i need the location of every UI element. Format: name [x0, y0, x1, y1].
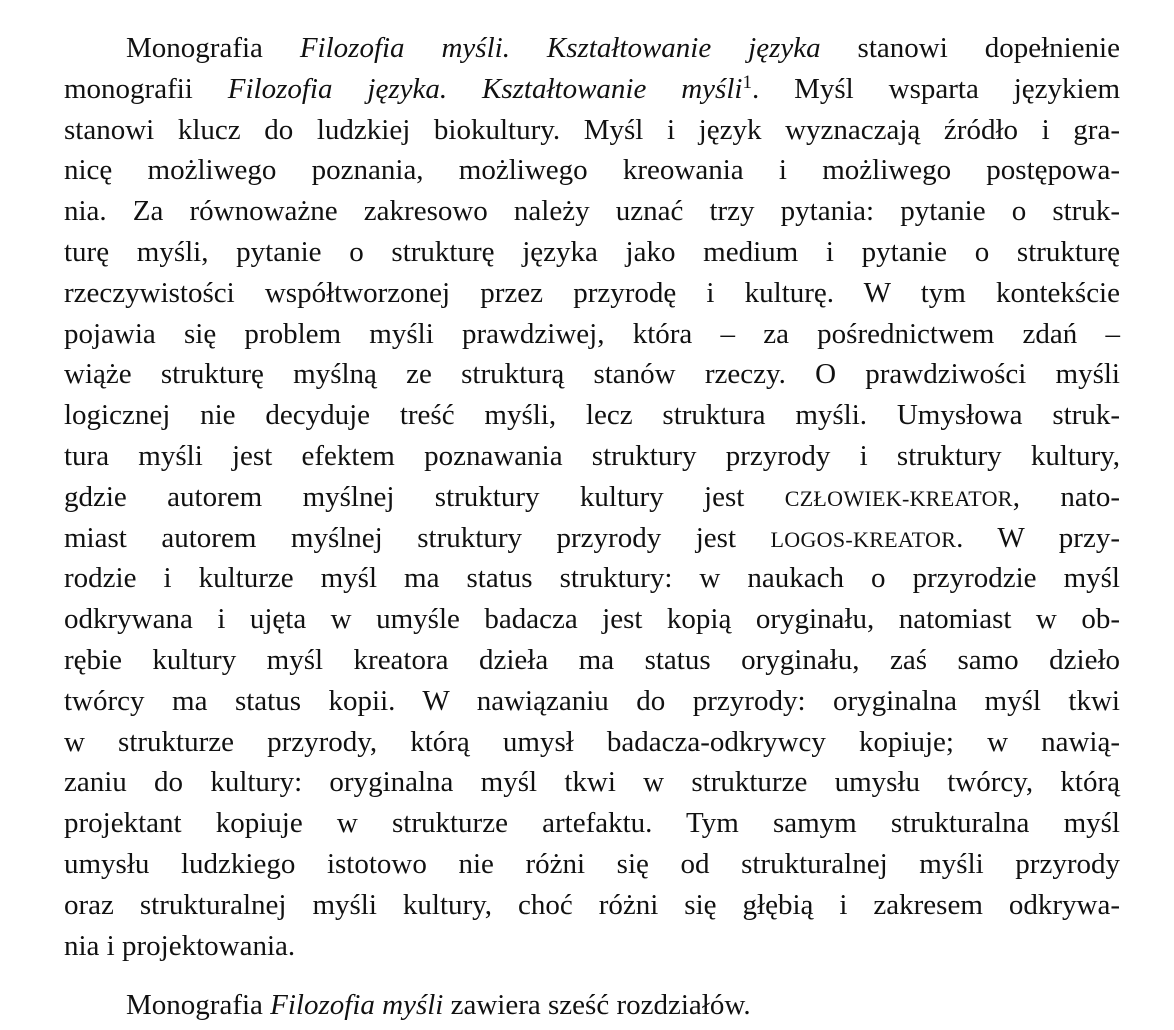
italic-title: Filozofia języka. Kształtowanie myśli: [227, 72, 743, 105]
text-line: [64, 436, 1120, 477]
text-line: [64, 314, 1120, 355]
text-line: [64, 640, 1120, 681]
text-run: tura myśli jest efektem poznawania struktury przyrody i struktury kultury,: [64, 439, 1120, 472]
text-run: monografii: [64, 72, 228, 105]
text-run: rzeczywistości współtworzonej przez przyrodę i kulturę. W tym kontekście: [64, 276, 1120, 309]
text-line: [64, 599, 1120, 640]
text-run: logicznej nie decyduje treść myśli, lecz struktura myśli. Umysłowa struk-: [64, 399, 1120, 432]
text-run: nia. Za równoważne zakresowo należy uznać trzy pytania: pytanie o struk-: [64, 195, 1120, 228]
text-run: Monografia: [126, 32, 300, 64]
text-line: [64, 803, 1120, 844]
small-caps-term: LOGOS-KREATOR: [770, 526, 957, 552]
text-line: [64, 681, 1120, 722]
text-run: zaniu do kultury: oryginalna myśl tkwi w strukturze umysłu twórcy, którą: [64, 766, 1120, 799]
text-run: rębie kultury myśl kreatora dzieła ma status oryginału, zaś samo dzieło: [64, 643, 1120, 676]
text-run: stanowi klucz do ludzkiej biokultury. Myśl i język wyznaczają źródło i gra-: [64, 113, 1120, 146]
text-line: [64, 985, 1120, 1026]
text-line: [64, 69, 1120, 110]
text-line: [64, 477, 1120, 518]
text-run: , nato-: [1012, 480, 1120, 513]
text-line: [64, 722, 1120, 763]
text-run: . Myśl wsparta językiem: [751, 72, 1121, 105]
text-line: [64, 110, 1120, 151]
text-line: [64, 885, 1120, 926]
text-run: Monografia: [126, 989, 271, 1021]
italic-title: Filozofia myśli. Kształtowanie języka: [299, 32, 821, 64]
text-run: rodzie i kulturze myśl ma status struktury: w naukach o przyrodzie myśl: [64, 562, 1120, 595]
text-line: [64, 232, 1120, 273]
text-run: zawiera sześć rozdziałów.: [443, 989, 751, 1021]
text-line: [64, 191, 1120, 232]
text-run: w strukturze przyrody, którą umysł badacza-odkrywcy kopiuje; w nawią-: [64, 725, 1120, 758]
text-line: [64, 518, 1120, 559]
text-run: umysłu ludzkiego istotowo nie różni się od strukturalnej myśli przyrody: [64, 847, 1120, 880]
text-run: oraz strukturalnej myśli kultury, choć różni się głębią i zakresem odkrywa-: [64, 888, 1120, 921]
text-line: [64, 354, 1120, 395]
text-run: pojawia się problem myśli prawdziwej, która – za pośrednictwem zdań –: [64, 317, 1120, 350]
text-line: [64, 926, 1120, 967]
text-line: [64, 150, 1120, 191]
text-run: twórcy ma status kopii. W nawiązaniu do przyrody: oryginalna myśl tkwi: [64, 684, 1120, 717]
paragraph-intro: [64, 28, 1120, 966]
text-run: odkrywana i ujęta w umyśle badacza jest kopią oryginału, natomiast w ob-: [64, 603, 1120, 636]
paragraph-chapters: [64, 985, 1120, 1026]
text-run: miast autorem myślnej struktury przyrody jest: [64, 521, 771, 554]
text-run: wiąże strukturę myślną ze strukturą stanów rzeczy. O prawdziwości myśli: [64, 358, 1120, 391]
text-run: . W przy-: [956, 521, 1120, 554]
text-line: [64, 762, 1120, 803]
text-line: [64, 273, 1120, 314]
text-run: projektant kopiuje w strukturze artefaktu. Tym samym strukturalna myśl: [64, 807, 1120, 840]
text-line: [64, 844, 1120, 885]
footnote-marker: 1: [742, 71, 752, 93]
text-run: stanowi dopełnienie: [820, 32, 1120, 64]
text-line: [64, 28, 1120, 69]
text-run: nia i projektowania.: [64, 929, 296, 962]
text-line: [64, 558, 1120, 599]
text-run: gdzie autorem myślnej struktury kultury jest: [64, 480, 785, 513]
text-run: turę myśli, pytanie o strukturę języka jako medium i pytanie o strukturę: [64, 235, 1120, 268]
text-run: nicę możliwego poznania, możliwego kreowania i możliwego postępowa-: [64, 154, 1120, 187]
text-line: [64, 395, 1120, 436]
italic-title: Filozofia myśli: [270, 989, 444, 1021]
small-caps-term: CZŁOWIEK-KREATOR: [784, 485, 1013, 511]
